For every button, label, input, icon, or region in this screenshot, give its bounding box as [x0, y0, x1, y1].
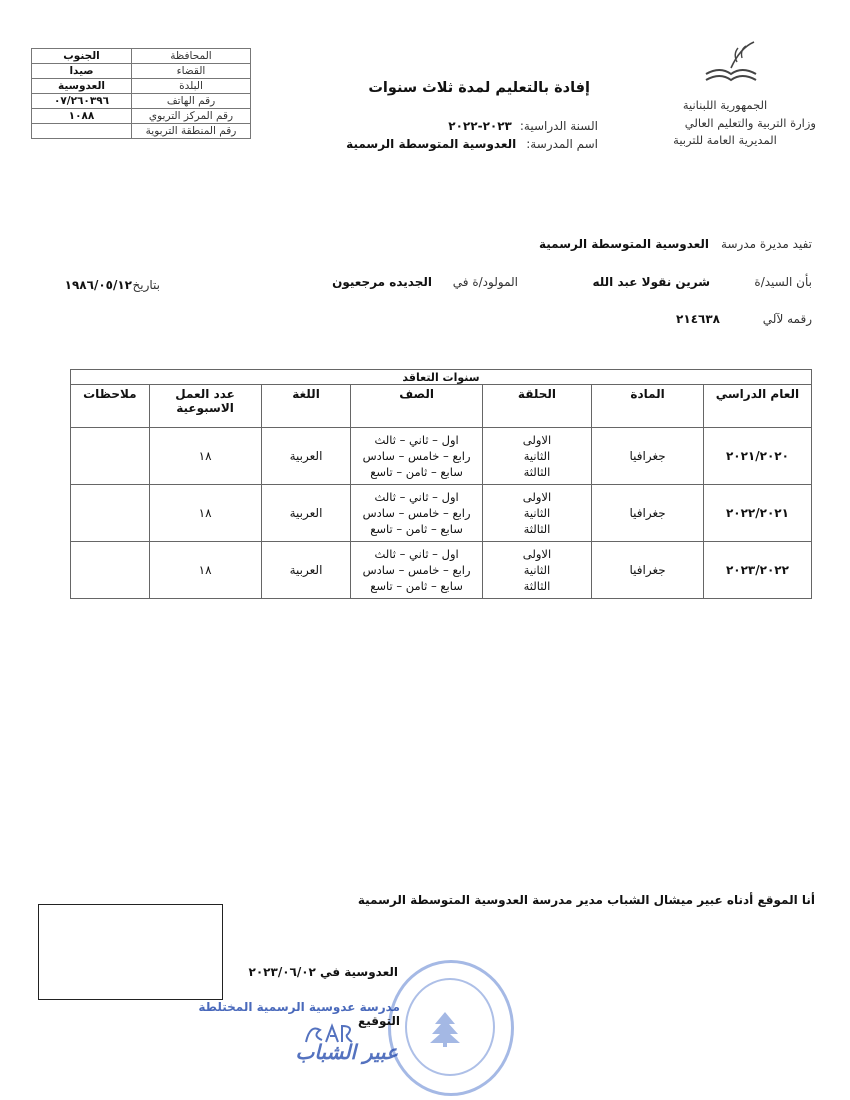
hours-cell: ١٨ — [149, 428, 261, 485]
school-year-line — [380, 119, 598, 133]
intro-school: العدوسية المتوسطة الرسمية — [538, 237, 710, 251]
column-header: الحلقة — [482, 385, 592, 428]
year-cell: ٢٠٢٣/٢٠٢٢ — [703, 542, 811, 599]
cedar-icon — [425, 1008, 465, 1048]
org-line-1: الجمهورية اللبنانية — [682, 98, 768, 112]
registration-label: رقمه لآلي — [762, 312, 812, 326]
subject-cell: جغرافيا — [592, 485, 704, 542]
signature-label: التوقيع — [358, 1014, 400, 1028]
table-caption: سنوات التعاقد — [71, 370, 812, 385]
place-date: العدوسية في ٢٠٢٣/٠٦/٠٢ — [248, 965, 398, 979]
info-row — [32, 79, 251, 94]
grades-stack — [351, 489, 481, 537]
intro-line — [540, 237, 812, 251]
grades-stack — [351, 546, 481, 594]
birth-date-label: بتاريخ — [132, 278, 160, 292]
info-label: المحافظة — [132, 49, 251, 64]
table-row — [71, 428, 812, 485]
grade-item: اول – ثاني – ثالث — [374, 547, 459, 561]
birth-date-value: ١٩٨٦/٠٥/١٢ — [64, 278, 132, 292]
school-info-table — [31, 48, 251, 139]
info-row — [32, 64, 251, 79]
info-row — [32, 94, 251, 109]
cycle-item: الاولى — [522, 547, 552, 561]
contract-years-table — [70, 369, 812, 599]
language-cell: العربية — [261, 428, 351, 485]
ministry-logo-icon — [700, 38, 762, 88]
notes-cell — [71, 542, 150, 599]
info-value: ١٠٨٨ — [32, 109, 132, 124]
intro-label: تفيد مديرة مدرسة — [721, 237, 812, 251]
cycle-item: الثالثة — [523, 522, 551, 536]
signature-name: عبير الشباب — [295, 1040, 398, 1064]
person-label: بأن السيد/ة — [754, 275, 812, 289]
grade-item: سابع – ثامن – تاسع — [370, 465, 463, 479]
cycle-item: الثانية — [523, 449, 551, 463]
grades-stack — [351, 432, 481, 480]
org-line-2: وزارة التربية والتعليم العالي — [684, 116, 816, 130]
born-place: الجديده مرجعيون — [332, 275, 432, 289]
notes-cell — [71, 428, 150, 485]
info-label: رقم المنطقة التربوية — [132, 124, 251, 139]
cycle-item: الثانية — [523, 506, 551, 520]
year-cell: ٢٠٢١/٢٠٢٠ — [703, 428, 811, 485]
hours-cell: ١٨ — [149, 485, 261, 542]
cycle-stack — [483, 546, 592, 594]
year-cell: ٢٠٢٢/٢٠٢١ — [703, 485, 811, 542]
school-name-label: اسم المدرسة: — [526, 137, 598, 151]
cycle-item: الاولى — [522, 490, 552, 504]
info-value — [32, 124, 132, 139]
cycle-item: الثالثة — [523, 465, 551, 479]
info-row — [32, 49, 251, 64]
subject-cell: جغرافيا — [592, 428, 704, 485]
grade-item: سابع – ثامن – تاسع — [370, 579, 463, 593]
grade-item: اول – ثاني – ثالث — [374, 490, 459, 504]
notes-cell — [71, 485, 150, 542]
table-row — [71, 485, 812, 542]
info-label: البلدة — [132, 79, 251, 94]
column-header: المادة — [592, 385, 704, 428]
info-label: رقم الهاتف — [132, 94, 251, 109]
cycle-stack — [483, 432, 592, 480]
stamp-text: مدرسة عدوسية الرسمية المختلطة — [198, 1000, 400, 1014]
grade-item: اول – ثاني – ثالث — [374, 433, 459, 447]
info-label: القضاء — [132, 64, 251, 79]
info-row — [32, 109, 251, 124]
grade-item: رابع – خامس – سادس — [362, 506, 471, 520]
hours-cell: ١٨ — [149, 542, 261, 599]
info-value: صيدا — [32, 64, 132, 79]
table-row — [71, 542, 812, 599]
info-value: العدوسية — [32, 79, 132, 94]
org-line-3: المديرية العامة للتربية — [673, 133, 777, 147]
school-year-value: ٢٠٢٣-٢٠٢٢ — [448, 119, 512, 133]
grades-cell — [351, 542, 482, 599]
cycle-stack — [483, 489, 592, 537]
signer-statement: أنا الموقع أدناه عبير ميشال الشباب مدير مدرسة العدوسية المتوسطة الرسمية — [357, 893, 815, 907]
cycle-cell — [482, 428, 592, 485]
column-header: العام الدراسي — [703, 385, 811, 428]
language-cell: العربية — [261, 485, 351, 542]
cycle-item: الثالثة — [523, 579, 551, 593]
info-row — [32, 124, 251, 139]
grade-item: رابع – خامس – سادس — [362, 563, 471, 577]
column-header: الصف — [351, 385, 482, 428]
info-value: الجنوب — [32, 49, 132, 64]
subject-cell: جغرافيا — [592, 542, 704, 599]
grades-cell — [351, 485, 482, 542]
column-header: اللغة — [261, 385, 351, 428]
person-name: شرين نقولا عبد الله — [592, 275, 710, 289]
school-name-line — [330, 137, 598, 151]
column-header: ملاحظات — [71, 385, 150, 428]
signature-box — [38, 904, 223, 1000]
info-label: رقم المركز التربوي — [132, 109, 251, 124]
cycle-item: الاولى — [522, 433, 552, 447]
cycle-cell — [482, 485, 592, 542]
born-label: المولود/ة في — [452, 275, 518, 289]
language-cell: العربية — [261, 542, 351, 599]
column-header: عدد العمل الاسبوعية — [149, 385, 261, 428]
school-name-value: العدوسية المتوسطة الرسمية — [346, 137, 517, 151]
school-year-label: السنة الدراسية: — [519, 119, 598, 133]
info-value: ٠٧/٢٦٠٣٩٦ — [32, 94, 132, 109]
document-title: إفادة بالتعليم لمدة ثلاث سنوات — [368, 80, 590, 96]
grade-item: رابع – خامس – سادس — [362, 449, 471, 463]
registration-value: ٢١٤٦٣٨ — [676, 312, 720, 326]
grades-cell — [351, 428, 482, 485]
cycle-item: الثانية — [523, 563, 551, 577]
cycle-cell — [482, 542, 592, 599]
grade-item: سابع – ثامن – تاسع — [370, 522, 463, 536]
